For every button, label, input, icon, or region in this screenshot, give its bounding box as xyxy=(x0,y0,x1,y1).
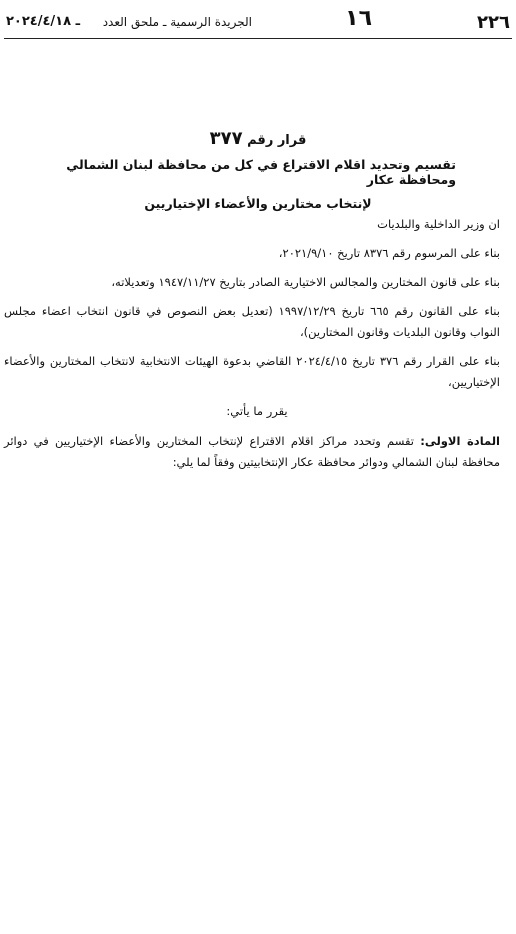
decision-number xyxy=(20,128,496,149)
decides-heading: يقرر ما يأتي: xyxy=(226,404,288,418)
article-one xyxy=(4,431,510,473)
paragraph-law-665: بناء على القانون رقم ٦٦٥ تاريخ ١٩٩٧/١٢/٢٩ (تعديل بعض النصوص في قانون انتخاب اعضاء مجلس النواب وقانون البلديات وقانون المختارين)، xyxy=(4,304,500,339)
issue-date: ـ ٢٠٢٤/٤/١٨ xyxy=(6,14,81,29)
decision-heading xyxy=(20,128,496,211)
article-one-text: تقسم وتحدد مراكز اقلام الاقتراع لإنتخاب المختارين والأعضاء الإختياريين في دوائر محافظة لبنان الشمالي ودوائر محافظة عكار الإنتخابيتين وفقاً لما يلي: xyxy=(4,434,500,469)
issue-number: ١٦ xyxy=(345,6,372,31)
header-divider xyxy=(4,38,512,39)
decision-number-label: قرار رقم xyxy=(247,133,307,148)
decision-title-line2: لإنتخاب مختارين والأعضاء الإختياريين xyxy=(144,196,372,211)
paragraph-mukhtar-law: بناء على قانون المختارين والمجالس الاختيارية الصادر بتاريخ ١٩٤٧/١١/٢٧ وتعديلاته، xyxy=(111,275,500,289)
article-one-label: المادة الاولى: xyxy=(420,434,500,448)
decision-title-line1: تقسيم وتحديد اقلام الاقتراع في كل من محافظة لبنان الشمالي ومحافظة عكار xyxy=(66,157,456,187)
paragraph-decision-376: بناء على القرار رقم ٣٧٦ تاريخ ٢٠٢٤/٤/١٥ القاضي بدعوة الهيئات الانتخابية لانتخاب المختارين والأعضاء الإختياريين، xyxy=(4,354,500,389)
paragraph-minister: ان وزير الداخلية والبلديات xyxy=(377,217,500,231)
decision-number-value: ٣٧٧ xyxy=(209,128,243,149)
page-number: ٢٢٦ xyxy=(477,12,510,33)
decision-body xyxy=(4,214,510,481)
paragraph-decree: بناء على المرسوم رقم ٨٣٧٦ تاريخ ٢٠٢١/٩/١٠، xyxy=(278,246,500,260)
gazette-name: الجريدة الرسمية ـ ملحق العدد xyxy=(102,15,252,29)
page-header xyxy=(4,6,512,36)
